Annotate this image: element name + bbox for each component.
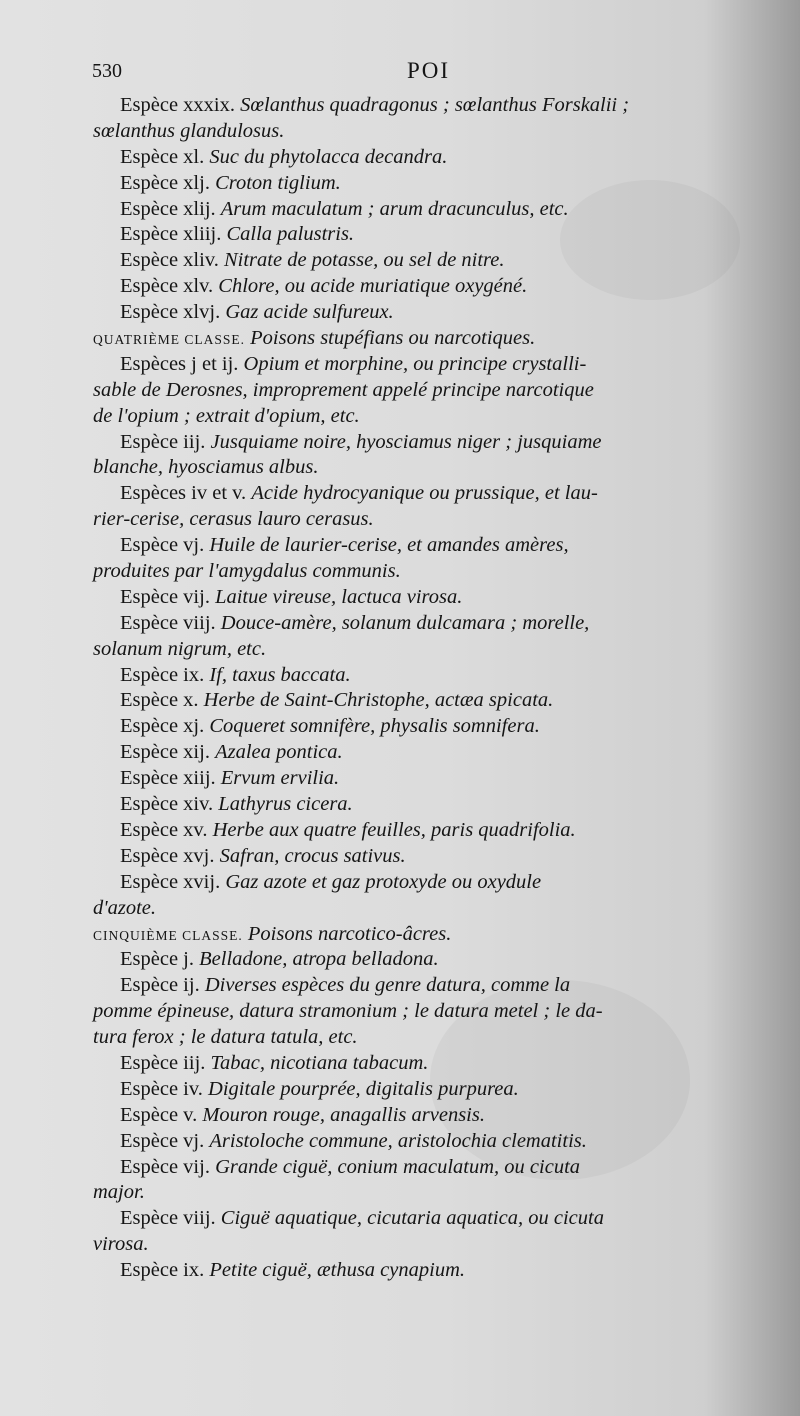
- species-name: If, taxus baccata.: [209, 663, 351, 686]
- species-name: Aristoloche commune, aristolochia clematitis.: [209, 1129, 587, 1152]
- text-line: [93, 430, 783, 456]
- text-line: [93, 1155, 783, 1181]
- class-heading: [93, 922, 783, 948]
- species-name: Chlore, ou acide muriatique oxygéné.: [218, 275, 528, 298]
- species-name: Croton tiglium.: [215, 171, 341, 194]
- text-line: [93, 663, 783, 689]
- species-name: Diverses espèces du genre datura, comme la: [204, 974, 571, 997]
- species-list: [93, 93, 783, 1284]
- species-label: Espèces iv et v.: [120, 482, 247, 505]
- species-label: Espèce xlij.: [120, 197, 216, 220]
- species-name: de l'opium ; extrait d'opium, etc.: [93, 404, 360, 427]
- text-line: [93, 352, 783, 378]
- text-line: [93, 792, 783, 818]
- species-name: Opium et morphine, ou principe crystalli-: [243, 352, 587, 375]
- species-label: Espèce iij.: [120, 1051, 206, 1074]
- species-name: Laitue vireuse, lactuca virosa.: [215, 585, 463, 608]
- species-name: Gaz azote et gaz protoxyde ou oxydule: [225, 870, 542, 893]
- species-name: Jusquiame noire, hyosciamus niger ; jusquiame: [210, 430, 602, 453]
- species-name: Azalea pontica.: [215, 741, 343, 764]
- species-label: Espèce j.: [120, 948, 194, 971]
- species-label: Espèce xiij.: [120, 767, 216, 790]
- species-label: Espèces j et ij.: [120, 352, 239, 375]
- species-name: Ciguë aquatique, cicutaria aquatica, ou cicuta: [220, 1207, 604, 1230]
- species-label: Espèce xv.: [120, 818, 208, 841]
- species-label: Espèce ix.: [120, 1259, 205, 1282]
- species-label: Espèce viij.: [120, 611, 216, 634]
- species-name: Sœlanthus quadragonus ; sœlanthus Forskalii ;: [240, 94, 630, 116]
- text-line: [93, 171, 783, 197]
- species-name: Lathyrus cicera.: [218, 793, 353, 816]
- text-line: [93, 507, 783, 533]
- species-name: Belladone, atropa belladona.: [199, 948, 439, 971]
- species-name: Herbe de Saint-Christophe, actæa spicata.: [203, 689, 554, 712]
- species-name: Acide hydrocyanique ou prussique, et lau-: [251, 482, 598, 505]
- page-header: [92, 58, 770, 90]
- species-label: Espèce xlv.: [120, 275, 214, 298]
- text-line: [93, 481, 783, 507]
- species-label: Espèce xl.: [120, 145, 205, 168]
- species-name: Suc du phytolacca decandra.: [209, 145, 448, 168]
- text-line: [93, 197, 783, 223]
- species-name: rier-cerise, cerasus lauro cerasus.: [93, 508, 374, 531]
- species-name: Douce-amère, solanum dulcamara ; morelle,: [220, 611, 590, 634]
- species-name: Arum maculatum ; arum dracunculus, etc.: [220, 197, 569, 220]
- species-label: Espèce iv.: [120, 1077, 203, 1100]
- species-name: Tabac, nicotiana tabacum.: [210, 1051, 429, 1074]
- running-head: POI: [407, 58, 451, 83]
- species-name: Safran, crocus sativus.: [219, 844, 406, 867]
- text-line: [93, 973, 783, 999]
- text-line: [93, 1258, 783, 1284]
- text-line: [93, 947, 783, 973]
- text-line: [93, 766, 783, 792]
- page-number: 530: [92, 60, 122, 82]
- species-name: Ervum ervilia.: [220, 767, 340, 790]
- text-line: [93, 1051, 783, 1077]
- text-line: [93, 1129, 783, 1155]
- text-line: [93, 1025, 783, 1051]
- text-line: [93, 585, 783, 611]
- text-line: [93, 740, 783, 766]
- class-label: CINQUIÈME CLASSE.: [93, 927, 243, 943]
- species-label: Espèce xvj.: [120, 844, 215, 867]
- species-label: Espèce xj.: [120, 715, 205, 738]
- text-line: [93, 1206, 783, 1232]
- text-line: [93, 714, 783, 740]
- species-name: Petite ciguë, æthusa cynapium.: [209, 1259, 465, 1282]
- text-line: [93, 1232, 783, 1258]
- species-name: Nitrate de potasse, ou sel de nitre.: [223, 249, 505, 272]
- text-line: [93, 1077, 783, 1103]
- text-line: [93, 844, 783, 870]
- text-line: [93, 870, 783, 896]
- species-label: Espèce xliv.: [120, 249, 219, 272]
- text-line: [93, 559, 783, 585]
- text-line: [93, 1180, 783, 1206]
- species-label: Espèce xlj.: [120, 171, 210, 194]
- species-name: produites par l'amygdalus communis.: [93, 560, 401, 583]
- species-name: virosa.: [93, 1233, 149, 1256]
- text-line: [93, 637, 783, 663]
- species-name: Calla palustris.: [226, 223, 355, 246]
- species-label: Espèce x.: [120, 689, 199, 712]
- species-name: d'azote.: [93, 896, 157, 919]
- species-name: pomme épineuse, datura stramonium ; le datura metel ; le da-: [93, 1000, 603, 1023]
- species-name: Poisons stupéfians ou narcotiques.: [250, 327, 536, 350]
- species-label: Espèce xij.: [120, 741, 210, 764]
- species-label: Espèce iij.: [120, 430, 206, 453]
- text-line: [93, 248, 783, 274]
- species-name: Huile de laurier-cerise, et amandes amères,: [209, 534, 569, 557]
- species-name: sable de Derosnes, improprement appelé principe narcotique: [93, 378, 594, 401]
- species-label: Espèce v.: [120, 1103, 198, 1126]
- species-label: Espèce vij.: [120, 585, 210, 608]
- species-name: tura ferox ; le datura tatula, etc.: [93, 1026, 358, 1049]
- text-line: [93, 222, 783, 248]
- species-name: Herbe aux quatre feuilles, paris quadrifolia.: [212, 818, 576, 841]
- species-label: Espèce vj.: [120, 1129, 205, 1152]
- text-line: [93, 818, 783, 844]
- text-line: [93, 455, 783, 481]
- text-line: [93, 1103, 783, 1129]
- class-label: QUATRIÈME CLASSE.: [93, 332, 246, 348]
- species-label: Espèce xvij.: [120, 870, 221, 893]
- text-line: [93, 688, 783, 714]
- species-label: Espèce xliij.: [120, 223, 222, 246]
- text-line: [93, 896, 783, 922]
- species-name: Digitale pourprée, digitalis purpurea.: [208, 1077, 519, 1100]
- species-label: Espèce ij.: [120, 974, 200, 997]
- text-line: [93, 119, 783, 145]
- species-name: Poisons narcotico-âcres.: [247, 922, 452, 945]
- species-label: Espèce ix.: [120, 663, 205, 686]
- text-line: [93, 533, 783, 559]
- text-line: [93, 93, 783, 119]
- species-name: solanum nigrum, etc.: [93, 637, 267, 660]
- species-label: Espèce xiv.: [120, 793, 214, 816]
- species-name: Grande ciguë, conium maculatum, ou cicuta: [215, 1155, 581, 1178]
- text-line: [93, 378, 783, 404]
- species-label: Espèce viij.: [120, 1207, 216, 1230]
- species-name: Mouron rouge, anagallis arvensis.: [202, 1103, 485, 1126]
- text-line: [93, 145, 783, 171]
- species-label: Espèce xxxix.: [120, 94, 235, 116]
- species-name: blanche, hyosciamus albus.: [93, 456, 319, 479]
- species-label: Espèce xlvj.: [120, 301, 221, 324]
- species-name: major.: [93, 1181, 145, 1204]
- text-line: [93, 274, 783, 300]
- species-name: sœlanthus glandulosus.: [93, 119, 285, 142]
- species-label: Espèce vj.: [120, 534, 205, 557]
- species-name: Gaz acide sulfureux.: [225, 301, 394, 324]
- text-line: [93, 404, 783, 430]
- text-line: [93, 300, 783, 326]
- text-line: [93, 611, 783, 637]
- species-label: Espèce vij.: [120, 1155, 210, 1178]
- text-line: [93, 999, 783, 1025]
- class-heading: [93, 326, 783, 352]
- species-name: Coqueret somnifère, physalis somnifera.: [209, 715, 540, 738]
